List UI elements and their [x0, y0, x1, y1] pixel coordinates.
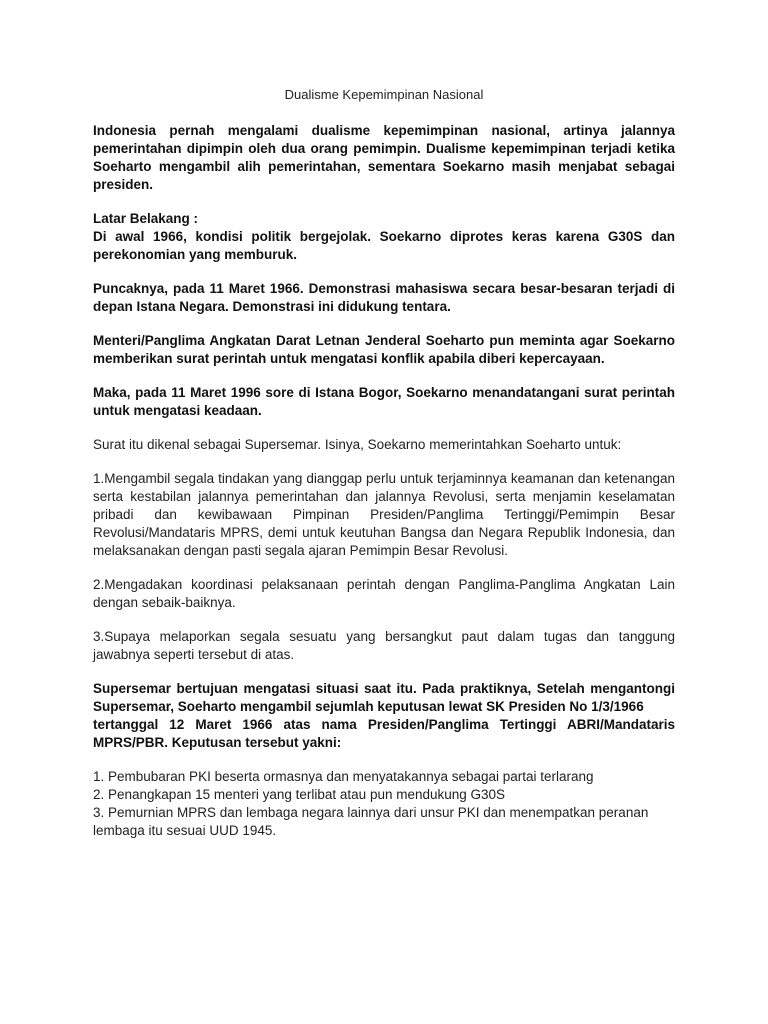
decision-item: 1. Pembubaran PKI beserta ormasnya dan menyatakannya sebagai partai terlarang: [93, 769, 594, 784]
decision-list: [93, 768, 675, 840]
order-item: 3.Supaya melaporkan segala sesuatu yang bersangkut paut dalam tugas dan tanggung jawabnya seperti tersebut di atas.: [93, 629, 675, 662]
peak-paragraph: Puncaknya, pada 11 Maret 1966. Demonstrasi mahasiswa secara besar-besaran terjadi di depan Istana Negara. Demonstrasi ini didukung tentara.: [93, 281, 675, 314]
document-title: Dualisme Kepemimpinan Nasional: [284, 87, 484, 102]
background-heading: Latar Belakang :: [93, 211, 199, 226]
purpose-paragraph: Supersemar bertujuan mengatasi situasi saat itu. Pada praktiknya, Setelah mengantongi Supersemar, Soeharto mengambil sejumlah keputusan lewat SK Presiden No 1/3/1966: [93, 681, 675, 714]
decision-item: 2. Penangkapan 15 menteri yang terlibat atau pun mendukung G30S: [93, 787, 506, 802]
document-body: [93, 122, 675, 840]
minister-paragraph: Menteri/Panglima Angkatan Darat Letnan Jenderal Soeharto pun meminta agar Soekarno memberikan surat perintah untuk mengatasi konflik apabila diberi kepercayaan.: [93, 333, 675, 366]
signing-paragraph: Maka, pada 11 Maret 1996 sore di Istana Bogor, Soekarno menandatangani surat perintah untuk mengatasi keadaan.: [93, 385, 675, 418]
purpose-paragraph-continued: tertanggal 12 Maret 1966 atas nama Presiden/Panglima Tertinggi ABRI/Mandataris MPRS/PBR. Keputusan tersebut yakni:: [93, 717, 675, 750]
supersemar-intro-paragraph: Surat itu dikenal sebagai Supersemar. Isinya, Soekarno memerintahkan Soeharto untuk:: [93, 437, 622, 452]
decision-item: 3. Pemurnian MPRS dan lembaga negara lainnya dari unsur PKI dan menempatkan peranan lembaga itu sesuai UUD 1945.: [93, 805, 649, 838]
background-paragraph: Di awal 1966, kondisi politik bergejolak. Soekarno diprotes keras karena G30S dan perekonomian yang memburuk.: [93, 229, 675, 262]
intro-paragraph: Indonesia pernah mengalami dualisme kepemimpinan nasional, artinya jalannya pemerintahan dipimpin oleh dua orang pemimpin. Dualisme kepemimpinan terjadi ketika Soeharto mengambil alih pemerintahan, sementara Soekarno masih menjabat sebagai presiden.: [93, 123, 675, 192]
order-item: 2.Mengadakan koordinasi pelaksanaan perintah dengan Panglima-Panglima Angkatan Lain dengan sebaik-baiknya.: [93, 577, 675, 610]
order-item: 1.Mengambil segala tindakan yang dianggap perlu untuk terjaminnya keamanan dan ketenangan serta kestabilan jalannya pemerintahan dan jalannya Revolusi, serta menjamin keselamatan pribadi dan kewibawaan Pimpinan Presiden/Panglima Tertinggi/Pemimpin Besar Revolusi/Mandataris MPRS, demi untuk keutuhan Bangsa dan Negara Republik Indonesia, dan melaksanakan dengan pasti segala ajaran Pemimpin Besar Revolusi.: [93, 471, 675, 558]
background-section: [93, 210, 675, 264]
purpose-section: [93, 680, 675, 752]
